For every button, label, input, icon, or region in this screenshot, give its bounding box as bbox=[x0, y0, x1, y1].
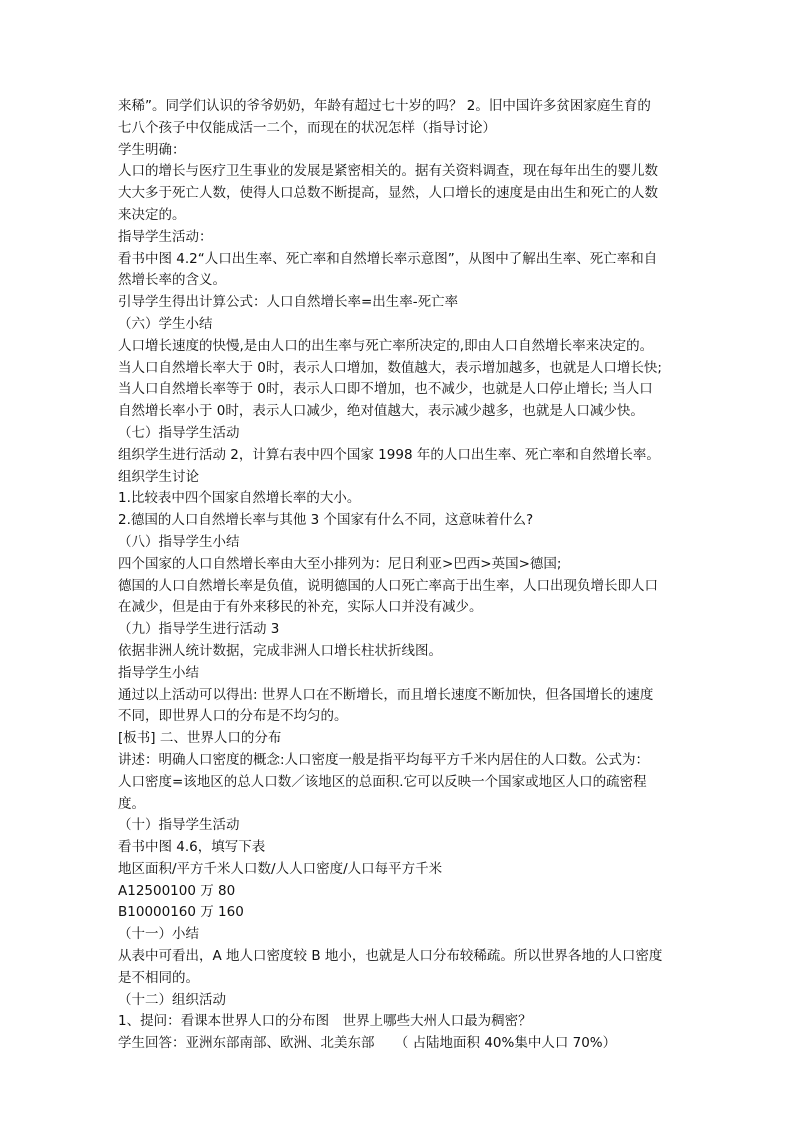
text-line: 德国的人口自然增长率是负值，说明德国的人口死亡率高于出生率，人口出现负增长即人口 bbox=[118, 577, 658, 594]
text-line: 人口密度=该地区的总人口数／该地区的总面积.它可以反映一个国家或地区人口的疏密程 bbox=[118, 773, 647, 790]
text-line: [板书] 二、世界人口的分布 bbox=[118, 730, 282, 747]
text-line: 来决定的。 bbox=[118, 206, 186, 223]
text-line: 2.德国的人口自然增长率与其他 3 个国家有什么不同，这意味着什么? bbox=[118, 512, 534, 529]
text-line: （六）学生小结 bbox=[118, 315, 213, 332]
text-line: （十）指导学生活动 bbox=[118, 817, 240, 834]
text-line: （十一）小结 bbox=[118, 926, 199, 943]
text-line: B10000160 万 160 bbox=[118, 904, 244, 921]
text-line: 从表中可看出，A 地人口密度较 B 地小，也就是人口分布较稀疏。所以世界各地的人口密度 bbox=[118, 948, 663, 965]
text-line: 人口增长速度的快慢,是由人口的出生率与死亡率所决定的,即由人口自然增长率来决定的。 bbox=[118, 337, 654, 354]
text-line: 七八个孩子中仅能成活一二个，而现在的状况怎样（指导讨论） bbox=[118, 119, 496, 136]
text-line: 通过以上活动可以得出: 世界人口在不断增长，而且增长速度不断加快，但各国增长的速度 bbox=[118, 686, 654, 703]
text-line: 讲述：明确人口密度的概念:人口密度一般是指平均每平方千米内居住的人口数。公式为： bbox=[118, 751, 650, 768]
text-line: 依据非洲人统计数据，完成非洲人口增长柱状折线图。 bbox=[118, 642, 442, 659]
text-line: 指导学生小结 bbox=[118, 664, 199, 681]
text-line: 指导学生活动： bbox=[118, 228, 213, 245]
text-line: 组织学生讨论 bbox=[118, 468, 199, 485]
text-line: 度。 bbox=[118, 795, 145, 812]
text-line: （八）指导学生小结 bbox=[118, 533, 240, 550]
text-line: 是不相同的。 bbox=[118, 969, 199, 986]
text-line: A12500100 万 80 bbox=[118, 882, 236, 899]
text-line: 在减少，但是由于有外来移民的补充，实际人口并没有减少。 bbox=[118, 599, 483, 616]
text-line: 四个国家的人口自然增长率由大至小排列为：尼日利亚>巴西>英国>德国; bbox=[118, 555, 562, 572]
text-line: 当人口自然增长率大于 0时，表示人口增加，数值越大，表示增加越多，也就是人口增长快; bbox=[118, 359, 662, 376]
text-line: 1.比较表中四个国家自然增长率的大小。 bbox=[118, 490, 361, 507]
text-line: 学生明确： bbox=[118, 141, 186, 158]
document-page bbox=[118, 96, 678, 1055]
text-line: 不同，即世界人口的分布是不均匀的。 bbox=[118, 708, 348, 725]
text-line: 地区面积/平方千米人口数/人人口密度/人口每平方千米 bbox=[118, 860, 443, 877]
text-line: 学生回答：亚洲东部南部、欧洲、北美东部 （ 占陆地面积 40%集中人口 70%） bbox=[118, 1035, 617, 1052]
text-line: （十二）组织活动 bbox=[118, 991, 226, 1008]
text-line: 组织学生进行活动 2，计算右表中四个国家 1998 年的人口出生率、死亡率和自然增长率。 bbox=[118, 446, 660, 463]
text-line: （七）指导学生活动 bbox=[118, 424, 240, 441]
text-line: 当人口自然增长率等于 0时，表示人口即不增加，也不减少，也就是人口停止增长; 当人口 bbox=[118, 381, 653, 398]
text-line: 1、提问：看课本世界人口的分布图 世界上哪些大州人口最为稠密？ bbox=[118, 1013, 532, 1030]
text-line: 然增长率的含义。 bbox=[118, 272, 226, 289]
text-line: 人口的增长与医疗卫生事业的发展是紧密相关的。据有关资料调查，现在每年出生的婴儿数 bbox=[118, 163, 658, 180]
text-line: （九）指导学生进行活动 3 bbox=[118, 621, 280, 638]
text-line: 看书中图 4.6，填写下表 bbox=[118, 839, 266, 856]
text-line: 自然增长率小于 0时，表示人口减少，绝对值越大，表示减少越多，也就是人口减少快。 bbox=[118, 403, 644, 420]
text-line: 来稀”。同学们认识的爷爷奶奶，年龄有超过七十岁的吗？ 2。旧中国许多贫困家庭生育的 bbox=[118, 98, 651, 114]
text-line: 看书中图 4.2“人口出生率、死亡率和自然增长率示意图”，从图中了解出生率、死亡率和自 bbox=[118, 250, 658, 267]
text-line: 大大多于死亡人数，使得人口总数不断提高，显然，人口增长的速度是由出生和死亡的人数 bbox=[118, 185, 658, 202]
text-line: 引导学生得出计算公式：人口自然增长率=出生率-死亡率 bbox=[118, 294, 459, 311]
